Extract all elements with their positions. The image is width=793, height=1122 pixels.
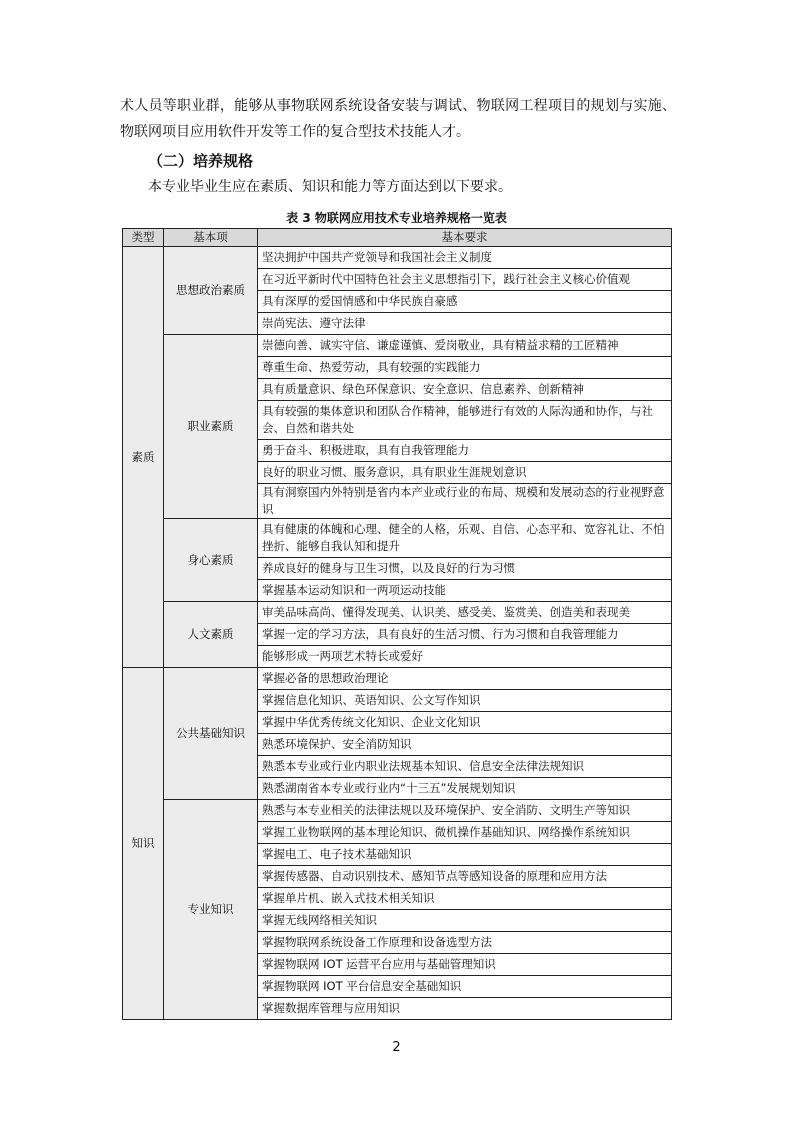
table-row [123, 602, 672, 624]
training-spec-table [122, 228, 672, 1020]
header-item: 基本项 [164, 229, 258, 247]
category-cell: 知识 [123, 668, 164, 1020]
category-cell: 素质 [123, 247, 164, 668]
requirement-cell: 掌握物联网 IOT 运营平台应用与基础管理知识 [258, 954, 672, 976]
requirement-cell: 具有洞察国内外特别是省内本产业或行业的布局、规模和发展动态的行业视野意识 [258, 484, 672, 519]
page-number: 2 [392, 1040, 401, 1055]
requirement-cell: 良好的职业习惯、服务意识，具有职业生涯规划意识 [258, 462, 672, 484]
requirement-cell: 掌握物联网系统设备工作原理和设备选型方法 [258, 932, 672, 954]
item-cell: 思想政治素质 [164, 247, 258, 335]
requirement-cell: 养成良好的健身与卫生习惯，以及良好的行为习惯 [258, 558, 672, 580]
requirement-cell: 掌握必备的思想政治理论 [258, 668, 672, 690]
requirement-cell: 熟悉本专业或行业内职业法规基本知识、信息安全法律法规知识 [258, 756, 672, 778]
requirement-cell: 掌握电工、电子技术基础知识 [258, 844, 672, 866]
table-row [123, 668, 672, 690]
requirement-cell: 掌握基本运动知识和一两项运动技能 [258, 580, 672, 602]
table-title: 表 3 物联网应用技术专业培养规格一览表 [286, 211, 507, 225]
table-row [123, 247, 672, 269]
requirement-cell: 掌握信息化知识、英语知识、公文写作知识 [258, 690, 672, 712]
requirement-cell: 掌握传感器、自动识别技术、感知节点等感知设备的原理和应用方法 [258, 866, 672, 888]
item-cell: 身心素质 [164, 519, 258, 602]
table-row [123, 800, 672, 822]
table-body [123, 247, 672, 1020]
section-heading: （二）培养规格 [148, 152, 254, 170]
requirement-cell: 熟悉与本专业相关的法律法规以及环境保护、安全消防、文明生产等知识 [258, 800, 672, 822]
requirement-cell: 坚决拥护中国共产党领导和我国社会主义制度 [258, 247, 672, 269]
requirement-cell: 具有健康的体魄和心理、健全的人格，乐观、自信、心态平和、宽容礼让、不怕挫折、能够自我认知和提升 [258, 519, 672, 558]
requirement-cell: 具有质量意识、绿色环保意识、安全意识、信息素养、创新精神 [258, 379, 672, 401]
requirement-cell: 掌握一定的学习方法，具有良好的生活习惯、行为习惯和自我管理能力 [258, 624, 672, 646]
item-cell: 专业知识 [164, 800, 258, 1020]
intro-paragraph: 术人员等职业群，能够从事物联网系统设备安装与调试、物联网工程项目的规划与实施、物联网项目应用软件开发等工作的复合型技术技能人才。 [120, 98, 676, 140]
requirement-cell: 掌握物联网 IOT 平台信息安全基础知识 [258, 976, 672, 998]
requirement-cell: 掌握数据库管理与应用知识 [258, 998, 672, 1020]
requirement-cell: 能够形成一两项艺术特长或爱好 [258, 646, 672, 668]
requirement-cell: 具有深厚的爱国情感和中华民族自豪感 [258, 291, 672, 313]
header-requirement: 基本要求 [258, 229, 672, 247]
requirement-cell: 崇尚宪法、遵守法律 [258, 313, 672, 335]
requirement-cell: 具有较强的集体意识和团队合作精神，能够进行有效的人际沟通和协作，与社会、自然和谐共处 [258, 401, 672, 440]
item-cell: 公共基础知识 [164, 668, 258, 800]
requirement-cell: 熟悉环境保护、安全消防知识 [258, 734, 672, 756]
requirement-cell: 熟悉湖南省本专业或行业内“十三五”发展规划知识 [258, 778, 672, 800]
requirement-cell: 勇于奋斗、积极进取，具有自我管理能力 [258, 440, 672, 462]
requirement-cell: 尊重生命、热爱劳动，具有较强的实践能力 [258, 357, 672, 379]
requirement-cell: 审美品味高尚、懂得发现美、认识美、感受美、鉴赏美、创造美和表现美 [258, 602, 672, 624]
header-type: 类型 [123, 229, 164, 247]
requirement-cell: 在习近平新时代中国特色社会主义思想指引下，践行社会主义核心价值观 [258, 269, 672, 291]
table-row [123, 519, 672, 558]
table-header-row [123, 229, 672, 247]
requirement-cell: 掌握单片机、嵌入式技术相关知识 [258, 888, 672, 910]
item-cell: 职业素质 [164, 335, 258, 519]
item-cell: 人文素质 [164, 602, 258, 668]
requirement-cell: 掌握工业物联网的基本理论知识、微机操作基础知识、网络操作系统知识 [258, 822, 672, 844]
section-paragraph: 本专业毕业生应在素质、知识和能力等方面达到以下要求。 [148, 179, 512, 195]
requirement-cell: 掌握中华优秀传统文化知识、企业文化知识 [258, 712, 672, 734]
requirement-cell: 掌握无线网络相关知识 [258, 910, 672, 932]
table-row [123, 335, 672, 357]
requirement-cell: 崇德向善、诚实守信、谦虚谨慎、爱岗敬业，具有精益求精的工匠精神 [258, 335, 672, 357]
